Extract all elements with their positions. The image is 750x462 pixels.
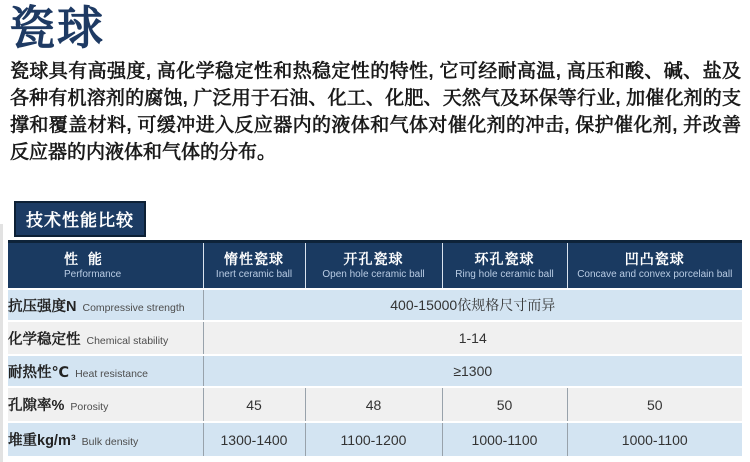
row-label [8, 387, 203, 422]
page-title: 瓷球 [9, 2, 105, 54]
column-header-zh: 惰性瓷球 [224, 251, 284, 267]
row-label-en: Heat resistance [75, 367, 149, 380]
column-header-zh: 开孔瓷球 [343, 251, 404, 267]
column-header-en: Inert ceramic ball [215, 269, 293, 280]
performance-table [8, 240, 742, 458]
row-value: 1000-1100 [567, 422, 742, 457]
row-label [8, 422, 203, 457]
row-label [8, 355, 203, 387]
row-label-en: Chemical stability [86, 334, 169, 347]
column-header-open-hole [305, 242, 442, 290]
row-value: 45 [203, 387, 305, 422]
table-row-heat-resistance [8, 355, 742, 387]
table-row-bulk-density [8, 422, 742, 457]
row-label [8, 321, 203, 355]
intro-paragraph: 瓷球具有高强度, 高化学稳定性和热稳定性的特性, 它可经耐高温, 高压和酸、碱、盐及各种有机溶剂的腐蚀, 广泛用于石油、化工、化肥、天然气及环保等行业, 加催化剂的支撑和覆盖材料, 可缓冲进入反应器内的液体和气体对催化剂的冲击, 保护催化剂, 并改善反应器的内液体和气体的分布。 [10, 61, 741, 163]
section-label: 技术性能比较 [14, 201, 146, 237]
table-row-chemical-stability [8, 321, 742, 355]
row-label-en: Porosity [70, 401, 109, 413]
row-value-merged: 400-15000依规格尺寸而异 [203, 289, 742, 321]
row-value-merged: ≥1300 [203, 355, 742, 387]
table-row-compressive-strength [8, 289, 742, 321]
column-header-zh: 环孔瓷球 [474, 251, 535, 267]
row-label-en: Compressive strength [82, 301, 185, 314]
row-value: 1100-1200 [305, 422, 442, 457]
row-value: 50 [442, 387, 567, 422]
row-value: 1300-1400 [203, 422, 305, 457]
table-header [8, 242, 742, 290]
column-header-en: Ring hole ceramic ball [455, 269, 554, 280]
row-label [8, 289, 203, 321]
row-label-zh: 化学稳定性 [8, 331, 81, 348]
page-edge-divider [0, 224, 3, 462]
row-label-zh: 抗压强度N [8, 298, 77, 315]
table-row-porosity [8, 387, 742, 422]
column-header-en: Concave and convex porcelain ball [577, 269, 733, 280]
column-header-zh: 性 能 [64, 251, 105, 267]
row-label-zh: 堆重kg/m³ [8, 433, 76, 449]
row-label-zh: 耐热性℃ [8, 364, 70, 381]
row-value: 48 [305, 387, 442, 422]
column-header-ring-hole [442, 242, 567, 290]
column-header-concave-convex [567, 242, 742, 290]
row-label-en: Bulk density [81, 436, 139, 448]
row-value-merged: 1-14 [203, 321, 742, 355]
row-value: 50 [567, 387, 742, 422]
column-header-en: Open hole ceramic ball [322, 269, 425, 280]
column-header-zh: 凹凸瓷球 [624, 251, 685, 267]
table-body [8, 289, 742, 457]
column-header-en: Performance [64, 269, 122, 280]
column-header-inert [203, 242, 305, 290]
column-header-performance [8, 242, 203, 290]
row-value: 1000-1100 [442, 422, 567, 457]
row-label-zh: 孔隙率% [8, 398, 65, 414]
